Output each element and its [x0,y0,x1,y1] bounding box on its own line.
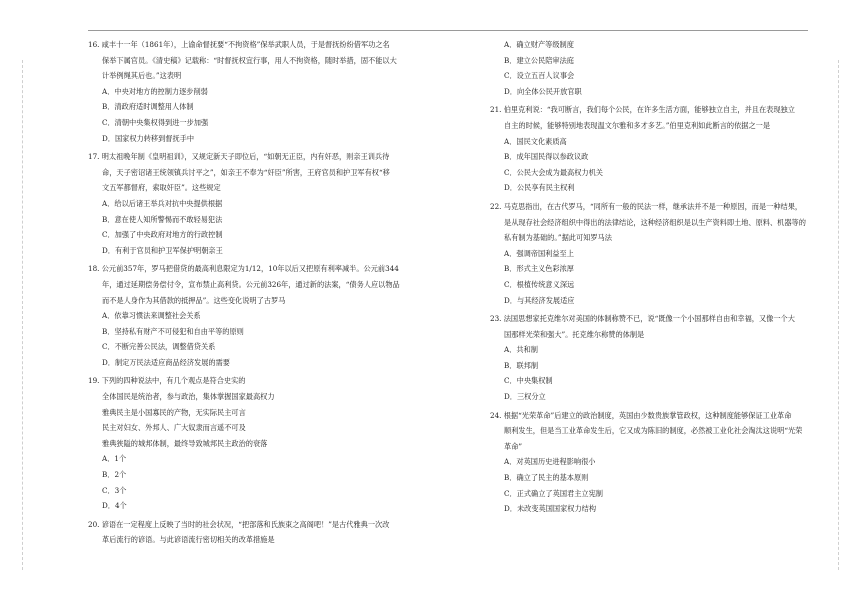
answer-option: D．制定万民法适应商品经济发展的需要 [102,357,230,367]
header-rule [88,30,808,31]
question-number: 23. [490,314,502,324]
answer-option: D．与其经济发展适应 [504,295,575,305]
answer-option: A．给以后诸王举兵对抗中央提供根据 [102,198,223,208]
answer-option: B．确立了民主的基本原则 [504,473,589,483]
question-stem-continued: 年，通过延期偿务偿付令，宣布禁止高利贷。公元前326年，通过新的法案，“债务人应以物品 [102,279,400,289]
question-stem [88,373,440,389]
question-block [88,149,440,258]
answer-option: B．2个 [102,470,127,480]
question-block [490,102,812,196]
statement-item: 雅典狭隘的城邦体制，最终导致城邦民主政治的衰落 [102,438,268,448]
answer-option: C．公民大会成为最高权力机关 [504,167,603,177]
question-text: 根据“光荣革命”后建立的政治制度，英国由少数贵族掌管政权，这种制度能够保证工业革命 [503,410,792,420]
question-text: 谚语在一定程度上反映了当时的社会状况，“把部落和氏族束之高阁吧！”是古代雅典一次改 [101,519,390,529]
question-block [88,37,440,146]
question-stem [88,149,440,165]
question-number: 24. [490,410,502,420]
question-stem [490,408,812,424]
answer-option: B．意在使人知所警惕而不敢轻易犯法 [102,214,223,224]
question-number: 21. [490,105,502,115]
answer-option: A．1个 [102,454,127,464]
question-block [88,261,440,370]
answer-option: D．有利于官员和护卫军保护明朝亲王 [102,245,223,255]
statement-item: 民主对妇女、外邦人、广大奴隶而言遥不可及 [102,423,246,433]
answer-option: D．国家权力转移到督抚手中 [102,133,195,143]
answer-option: C．3个 [102,485,127,495]
question-stem-continued: 是从现存社会经济组织中得出的法律结论，这种经济组织是以生产资料即土地、原料、机器等的 [504,217,806,227]
binding-line-left [22,60,23,570]
answer-option: B．清政府适时调整用人体制 [102,102,194,112]
question-text: 马克思指出，在古代罗马，“同所有一般的民法一样，继承法并不是一种原因，而是一种结果， [503,201,803,211]
question-stem-continued: 计举例绳其后也。”这表明 [102,71,182,81]
question-text: 咸丰十一年（1861年），上谕命督抚要“不拘资格”保举武职人员，于是督抚纷纷借军功之名 [101,40,390,49]
answer-option: D．未改变英国国家权力结构 [504,504,597,514]
statement-item: 雅典民主是小国寡民的产物，无实际民主可言 [102,407,246,417]
question-text: 公元前357年，罗马把借贷的最高利息限定为1/12，10年以后又把原有利率减半。公元前344 [101,264,399,274]
question-number: 17. [88,152,100,162]
question-stem-continued: 而不是人身作为其借款的抵押品”。这些变化说明了古罗马 [102,295,286,305]
answer-option: A．国民文化素质高 [504,136,567,146]
answer-option: B．建立公民陪审法庭 [504,55,574,65]
question-number: 22. [490,201,502,211]
question-number: 19. [88,376,100,386]
question-block [88,373,440,513]
answer-option: C．加强了中央政府对地方的行政控制 [102,230,223,240]
answer-option: A．确立财产等级制度 [504,40,574,49]
question-stem-continued: 命，天子密诏诸王统领镇兵讨平之”，如亲王不奉为“奸臣”所害，王府官员和护卫军有权“移 [102,167,390,177]
question-text: 下列的四种说法中，有几个观点是符合史实的 [101,376,246,386]
binding-line-right [838,60,839,570]
question-stem [490,199,812,215]
answer-option: D．三权分立 [504,392,546,402]
question-text: 伯里克利说：“我可断言，我们每个公民，在许多生活方面，能够独立自主，并且在表现独立 [503,105,795,115]
answer-option: A．中央对地方的控制力逐步削弱 [102,86,208,96]
question-stem-continued: 私有制为基础的。”据此可知罗马法 [504,233,612,243]
question-text: 明太祖晚年制《皇明祖训》，又规定新天子即位后，“如朝无正臣，内有奸恶，则亲王训兵待 [101,152,390,162]
question-number: 20. [88,519,100,529]
statement-item: 全体国民是统治者，参与政治，集体掌握国家最高权力 [102,392,275,402]
question-number: 16. [88,40,100,49]
answer-option: B．形式主义色彩浓厚 [504,264,574,274]
answer-option: A．依靠习惯法来调整社会关系 [102,311,201,321]
question-stem [88,37,440,53]
answer-option: D．向全体公民开放官职 [504,86,582,96]
question-stem-continued: 自主的时候，能够特别地表现温文尔雅和多才多艺。”伯里克利如此断言的依据之一是 [504,120,771,130]
question-stem-continued: 保举下属官员。《清史稿》记载称：“时督抚权宜行事，用人不拘资格，随时举措，固不能以大 [102,55,397,65]
question-stem-continued: 文五军都督府，索取奸臣”。这些规定 [102,183,221,193]
answer-option: C．根植传统意义深远 [504,279,575,289]
question-stem-continued: 顺利发生，但是当工业革命发生后，它又成为陈旧的制度，必然被工业化社会淘汰这说明“光荣 [504,426,803,436]
question-number: 18. [88,264,100,274]
answer-option: A．对英国历史进程影响很小 [504,457,596,467]
answer-option: A．共和制 [504,345,538,355]
question-stem [490,311,812,327]
answer-option: C．清朝中央集权得到进一步加强 [102,117,209,127]
answer-option: A．强调帝国利益至上 [504,248,574,258]
question-stem [490,102,812,118]
answer-option: C．不断完善公民法，调整借贷关系 [102,342,216,352]
answer-option: B．联邦制 [504,360,539,370]
answer-option: C．中央集权制 [504,376,553,386]
question-stem [88,261,440,277]
question-block [88,517,440,548]
answer-option: B．成年国民得以参政议政 [504,152,589,162]
answer-option: D．公民享有民主权利 [504,183,575,193]
question-stem [88,517,440,533]
answer-option: B．坚持私有财产不可侵犯和自由平等的原则 [102,326,244,336]
right-column [490,34,812,517]
answer-option: C．设立五百人议事会 [504,71,575,81]
question-block [490,37,812,99]
question-stem-continued: 革后流行的谚语。与此谚语流行密切相关的改革措施是 [102,535,275,545]
question-block [490,311,812,405]
question-text: 法国思想家托克维尔对美国的体制称赞不已，说“既像一个小国那样自由和幸福，又像一个大 [503,314,795,324]
question-block [490,199,812,308]
answer-option: D．4个 [102,501,127,511]
left-column [88,34,440,548]
answer-option: C．正式确立了英国君主立宪制 [504,488,603,498]
question-stem-continued: 革命” [504,441,523,451]
question-stem-continued: 国那样光荣和强大”。托克维尔称赞的体制是 [504,329,645,339]
question-block [490,408,812,517]
